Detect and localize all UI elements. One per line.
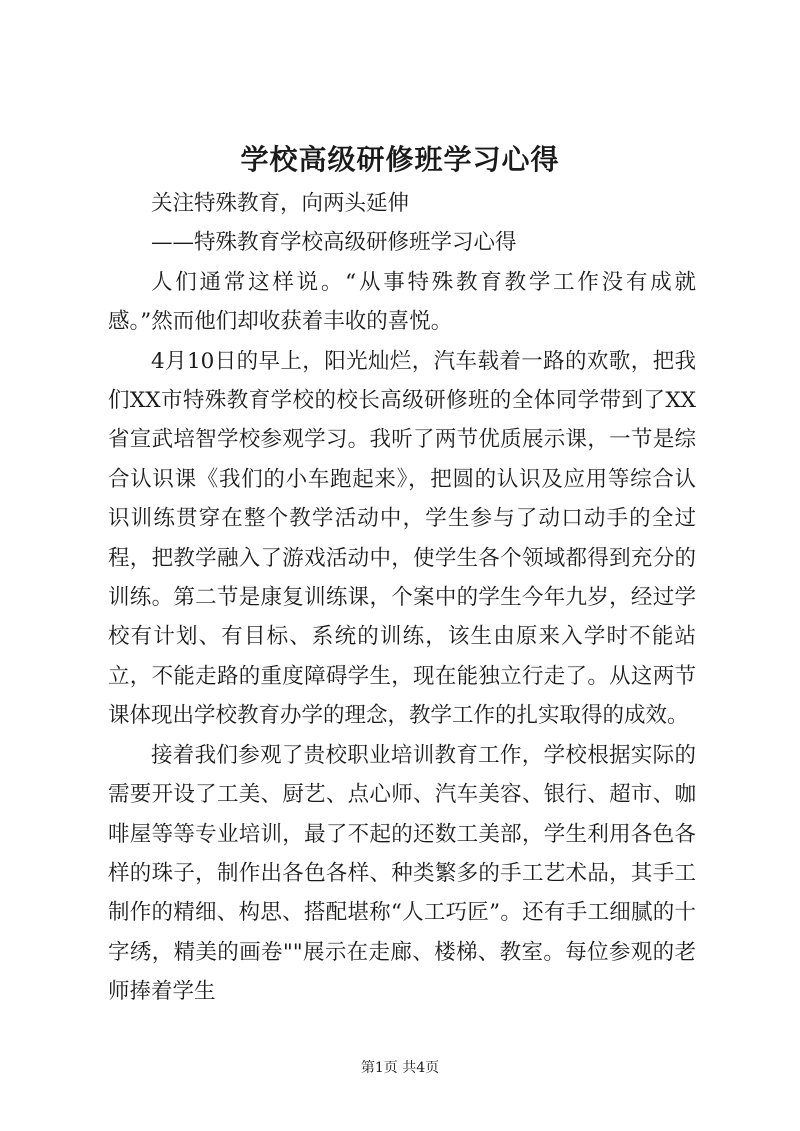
page-number: 第1页 共4页 <box>360 1060 440 1076</box>
paragraph-subheading: ——特殊教育学校高级研修班学习心得 <box>151 230 517 256</box>
document-body <box>108 184 696 1012</box>
paragraph-visit: 4月10日的早上，阳光灿烂，汽车载着一路的欢歌，把我们XX市特殊教育学校的校长高级研修班的全体同学带到了XX省宣武培智学校参观学习。我听了两节优质展示课，一节是综合认识课《我们的小车跑起来》，把圆的认识及应用等综合认识训练贯穿在整个教学活动中，学生参与了动口动手的全过程，把教学融入了游戏活动中，使学生各个领域都得到充分的训练。第二节是康复训练课，个案中的学生今年九岁，经过学校有计划、有目标、系统的训练，该生由原来入学时不能站立，不能走路的重度障碍学生，现在能独立行走了。从这两节课体现出学校教育办学的理念，教学工作的扎实取得的成效。 <box>108 348 696 729</box>
paragraph-vocational: 接着我们参观了贵校职业培训教育工作，学校根据实际的需要开设了工美、厨艺、点心师、汽车美容、银行、超市、咖啡屋等等专业培训，最了不起的还数工美部，学生利用各色各样的珠子，制作出各色各样、种类繁多的手工艺术品，其手工制作的精细、构思、搭配堪称“人工巧匠”。还有手工细腻的十字绣，精美的画卷""展示在走廊、楼梯、教室。每位参观的老师捧着学生 <box>108 742 696 1005</box>
paragraph-subtitle: 关注特殊教育，向两头延伸 <box>151 191 410 216</box>
paragraph-intro: 人们通常这样说。“从事特殊教育教学工作没有成就感。”然而他们却收获着丰收的喜悦。 <box>108 269 696 335</box>
document-title: 学校高级研修班学习心得 <box>240 143 560 176</box>
